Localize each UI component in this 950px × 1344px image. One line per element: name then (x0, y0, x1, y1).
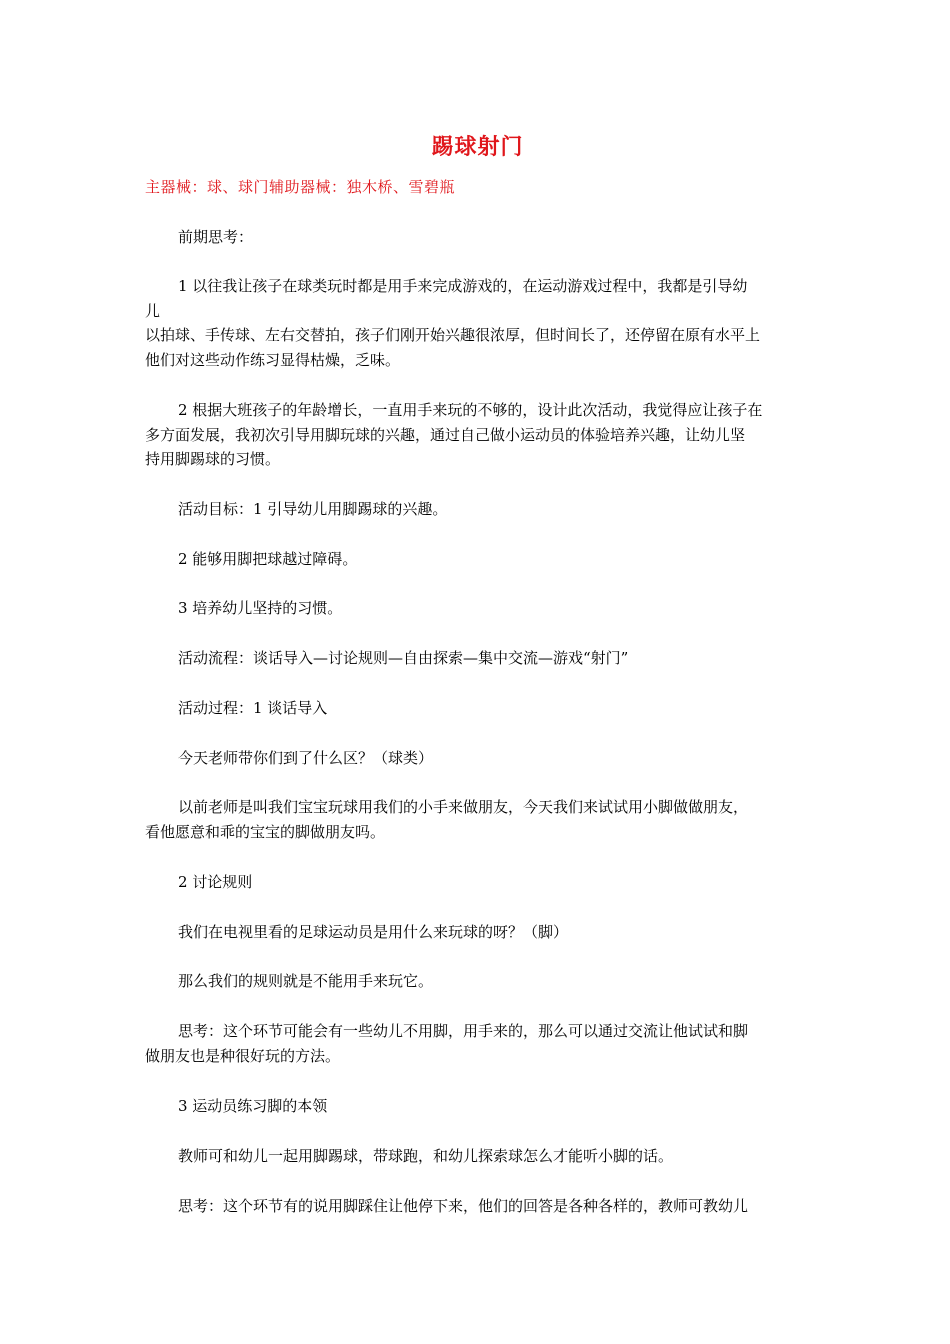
paragraph-flow (145, 646, 810, 671)
text-line: 前期思考： (178, 228, 254, 246)
text-line: 3 运动员练习脚的本领 (178, 1097, 328, 1115)
text-line: 教师可和幼儿一起用脚踢球，带球跑，和幼儿探索球怎么才能听小脚的话。 (178, 1147, 674, 1165)
paragraph-question-area (145, 746, 810, 771)
text-line: 以前老师是叫我们宝宝玩球用我们的小手来做朋友，今天我们来试试用小脚做做朋友， (178, 798, 749, 816)
paragraph-intro-talk (145, 795, 810, 844)
document-subtitle: 主器械：球、球门辅助器械：独木桥、雪碧瓶 (145, 178, 456, 196)
paragraph-rules-heading (145, 870, 810, 895)
text-line: 做朋友也是种很好玩的方法。 (145, 1046, 341, 1065)
text-line: 思考：这个环节有的说用脚踩住让他停下来，他们的回答是各种各样的，教师可教幼儿 (178, 1197, 749, 1215)
paragraph-rules-answer (145, 969, 810, 994)
text-line: 持用脚踢球的习惯。 (145, 450, 281, 468)
text-line: 儿 (145, 301, 161, 320)
paragraph-1 (145, 274, 810, 372)
paragraph-thinking-1 (145, 1019, 810, 1068)
document-title: 踢球射门 (431, 135, 524, 160)
text-line: 1 以往我让孩子在球类玩时都是用手来完成游戏的，在运动游戏过程中，我都是引导幼 (178, 277, 748, 295)
paragraph-thinking-2 (145, 1194, 810, 1219)
text-line: 活动流程：谈话导入—讨论规则—自由探索—集中交流—游戏“射门” (178, 649, 629, 667)
paragraph-practice-heading (145, 1094, 810, 1119)
text-line: 今天老师带你们到了什么区？（球类） (178, 749, 434, 767)
paragraph-goal-3 (145, 596, 810, 621)
text-line: 他们对这些动作练习显得枯燥，乏味。 (145, 350, 401, 369)
paragraph-rules-question (145, 920, 810, 945)
paragraph-process (145, 696, 810, 721)
text-line: 看他愿意和乖的宝宝的脚做朋友吗。 (145, 822, 386, 841)
text-line: 3 培养幼儿坚持的习惯。 (178, 599, 343, 617)
paragraph-practice (145, 1144, 810, 1169)
text-line: 以拍球、手传球、左右交替拍，孩子们刚开始兴趣很浓厚，但时间长了，还停留在原有水平上 (145, 326, 761, 344)
text-line: 多方面发展，我初次引导用脚玩球的兴趣，通过自己做小运动员的体验培养兴趣，让幼儿坚 (145, 425, 746, 444)
text-line: 我们在电视里看的足球运动员是用什么来玩球的呀？（脚） (178, 923, 569, 941)
text-line: 2 能够用脚把球越过障碍。 (178, 550, 358, 568)
text-line: 2 讨论规则 (178, 873, 253, 891)
text-line: 思考：这个环节可能会有一些幼儿不用脚，用手来的，那么可以通过交流让他试试和脚 (178, 1022, 749, 1040)
text-line: 活动目标：1 引导幼儿用脚踢球的兴趣。 (178, 500, 448, 518)
paragraph-goal-1 (145, 497, 810, 522)
text-line: 那么我们的规则就是不能用手来玩它。 (178, 972, 434, 990)
paragraph-prethinking (145, 225, 810, 250)
text-line: 2 根据大班孩子的年龄增长，一直用手来玩的不够的，设计此次活动，我觉得应让孩子在 (178, 401, 763, 419)
text-line: 活动过程：1 谈话导入 (178, 699, 328, 717)
paragraph-2 (145, 398, 810, 472)
paragraph-goal-2 (145, 547, 810, 572)
